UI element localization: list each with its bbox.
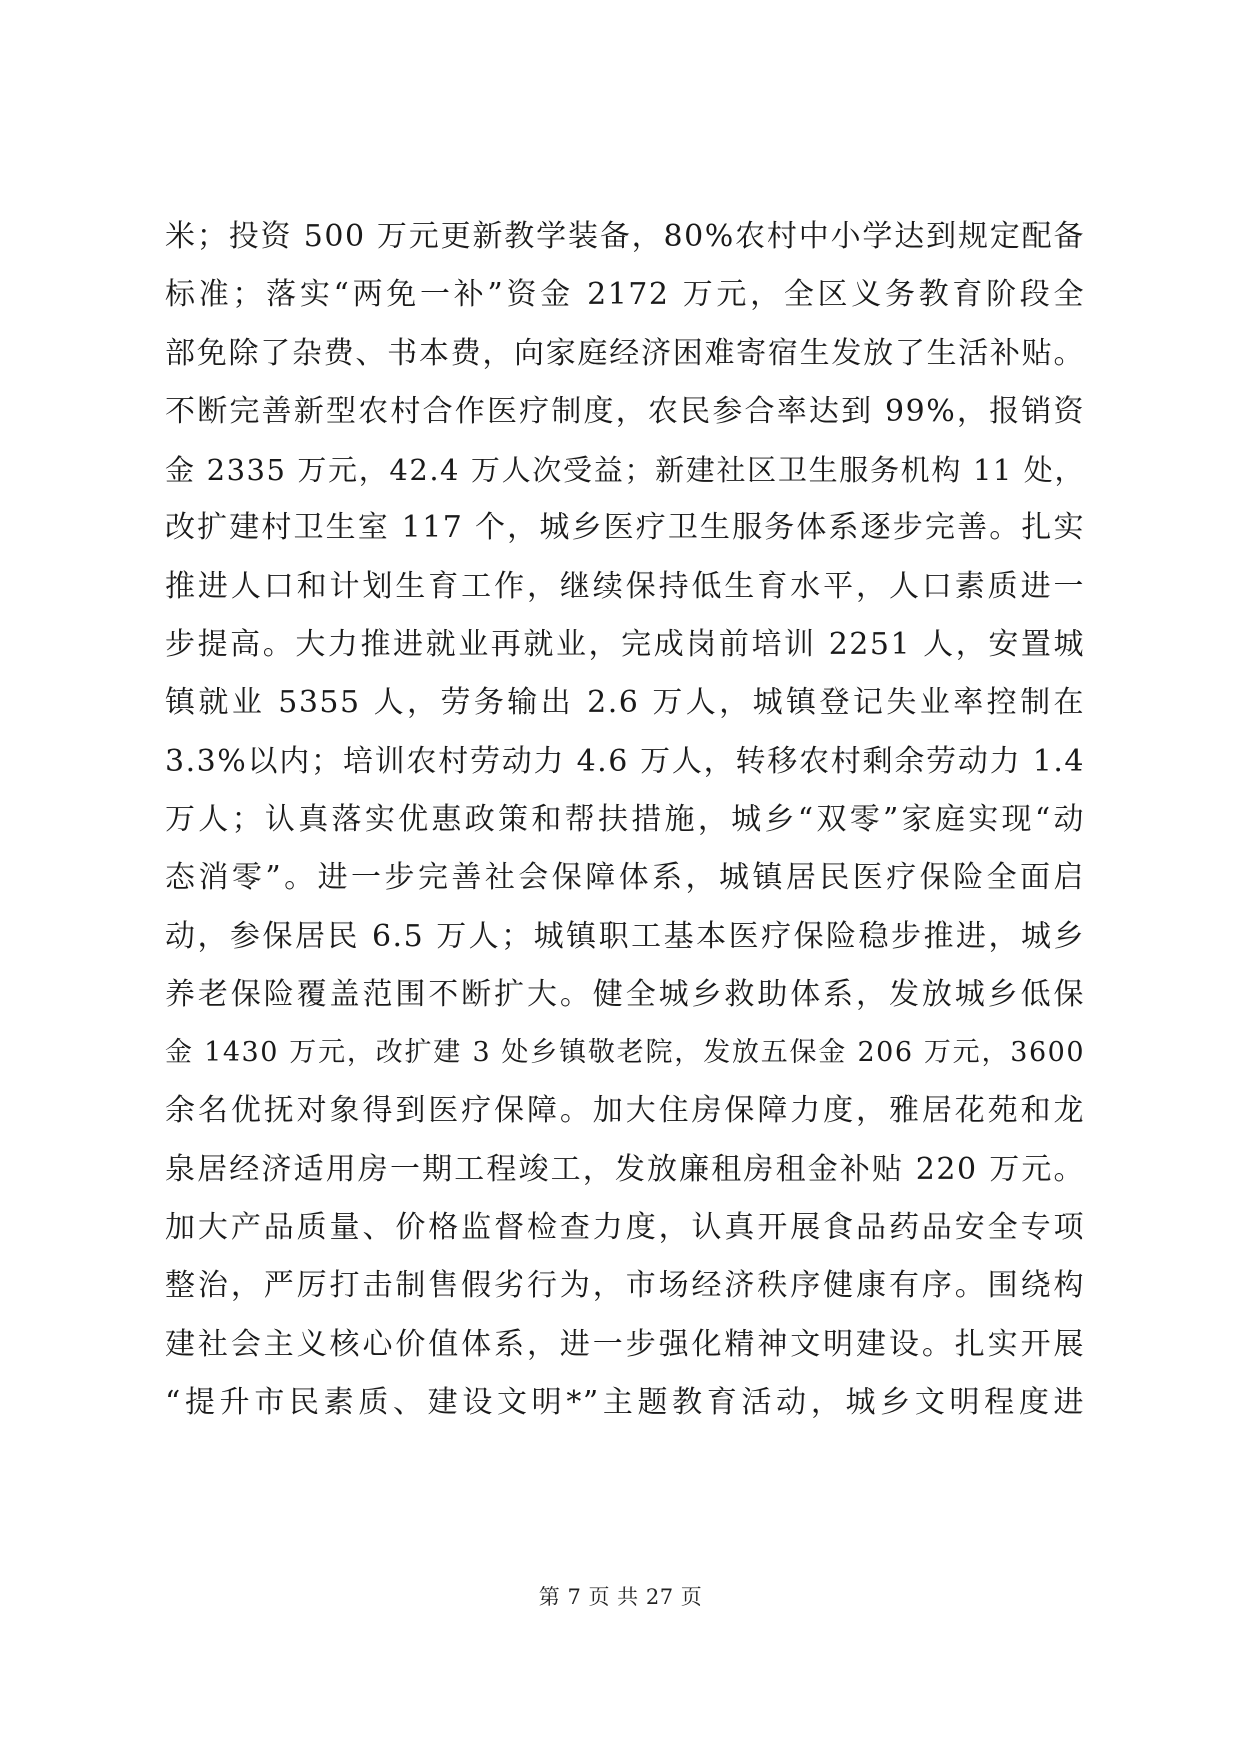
text-line: 不断完善新型农村合作医疗制度，农民参合率达到 99%，报销资: [165, 393, 1085, 429]
text-line: 米；投资 500 万元更新教学装备，80%农村中小学达到规定配备: [165, 219, 1085, 254]
page-number-footer: 第 7 页 共 27 页: [538, 1585, 703, 1609]
text-line: 动，参保居民 6.5 万人；城镇职工基本医疗保险稳步推进，城乡: [165, 918, 1085, 954]
text-line: 泉居经济适用房一期工程竣工，发放廉租房租金补贴 220 万元。: [165, 1151, 1085, 1187]
text-line: 金 2335 万元，42.4 万人次受益；新建社区卫生服务机构 11 处，: [165, 453, 1085, 488]
body-text: [165, 208, 1085, 1432]
text-line: 余名优抚对象得到医疗保障。加大住房保障力度，雅居花苑和龙: [165, 1093, 1085, 1129]
text-line: 养老保险覆盖范围不断扩大。健全城乡救助体系，发放城乡低保: [165, 976, 1085, 1012]
text-line: 3.3%以内；培训农村劳动力 4.6 万人，转移农村剩余劳动力 1.4: [165, 743, 1085, 779]
text-line: 态消零”。进一步完善社会保障体系，城镇居民医疗保险全面启: [165, 860, 1085, 896]
text-line: 推进人口和计划生育工作，继续保持低生育水平，人口素质进一: [165, 568, 1085, 604]
text-line: 建社会主义核心价值体系，进一步强化精神文明建设。扎实开展: [165, 1326, 1085, 1362]
text-line: 加大产品质量、价格监督检查力度，认真开展食品药品安全专项: [165, 1210, 1085, 1246]
text-line: 部免除了杂费、书本费，向家庭经济困难寄宿生发放了生活补贴。: [165, 335, 1085, 371]
text-line: “提升市民素质、建设文明*”主题教育活动，城乡文明程度进: [165, 1384, 1085, 1420]
text-line: 步提高。大力推进就业再就业，完成岗前培训 2251 人，安置城: [165, 627, 1085, 663]
text-line: 镇就业 5355 人，劳务输出 2.6 万人，城镇登记失业率控制在: [165, 685, 1085, 721]
text-line: 万人；认真落实优惠政策和帮扶措施，城乡“双零”家庭实现“动: [165, 801, 1085, 837]
text-line: 整治，严厉打击制售假劣行为，市场经济秩序健康有序。围绕构: [165, 1268, 1085, 1304]
text-line: 金 1430 万元，改扩建 3 处乡镇敬老院，发放五保金 206 万元，3600: [165, 1037, 1085, 1069]
text-line: 标准；落实“两免一补”资金 2172 万元，全区义务教育阶段全: [165, 277, 1085, 313]
text-line: 改扩建村卫生室 117 个，城乡医疗卫生服务体系逐步完善。扎实: [165, 510, 1085, 546]
